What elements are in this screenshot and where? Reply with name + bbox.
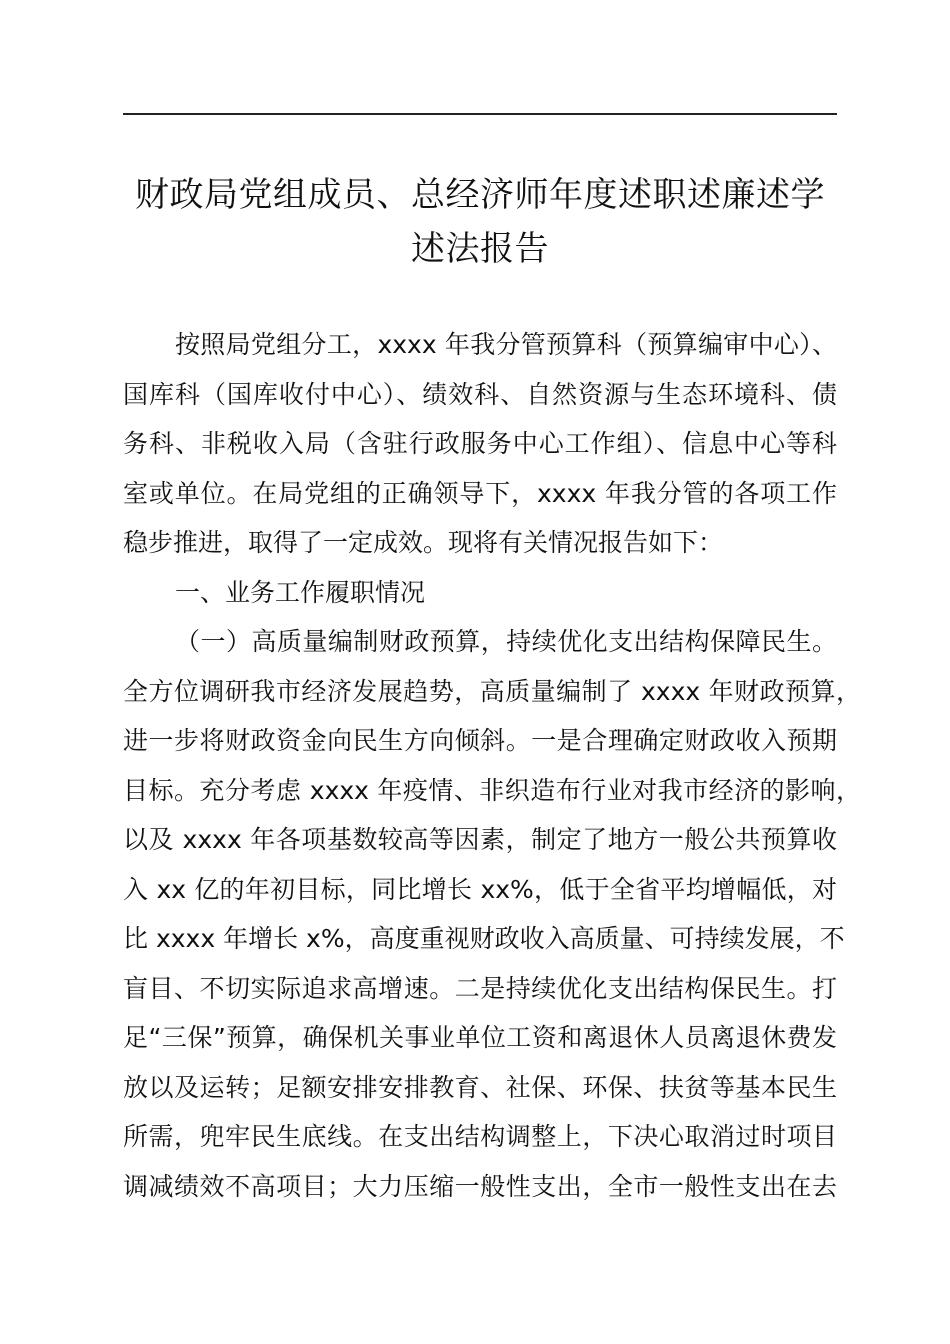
subsection-heading: （一）高质量编制财政预算，持续优化支出结构保障民生。 <box>175 627 837 656</box>
section-heading: 一、业务工作履职情况 <box>175 577 426 607</box>
body-line: 放以及运转；足额安排安排教育、社保、环保、扶贫等基本民生 <box>123 1072 837 1102</box>
document-title <box>110 168 850 276</box>
title-line-1: 财政局党组成员、总经济师年度述职述廉述学 <box>135 175 825 215</box>
body-line: 进一步将财政资金向民生方向倾斜。一是合理确定财政收入预期 <box>123 726 837 755</box>
body-line: 以及 xxxx 年各项基数较高等因素，制定了地方一般公共预算收 <box>123 825 837 854</box>
document-body <box>123 320 861 1211</box>
body-line: 足“三保”预算，确保机关事业单位工资和离退休人员离退休费发 <box>123 1023 837 1052</box>
body-line: 调减绩效不高项目；大力压缩一般性支出，全市一般性支出在去 <box>123 1171 837 1201</box>
body-line: 入 xx 亿的年初目标，同比增长 xx%，低于全省平均增幅低，对 <box>123 874 837 904</box>
body-line: 目标。充分考虑 xxxx 年疫情、非织造布行业对我市经济的影响， <box>123 775 861 805</box>
body-line: 务科、非税收入局（含驻行政服务中心工作组）、信息中心等科 <box>123 429 837 458</box>
body-line: 稳步推进，取得了一定成效。现将有关情况报告如下： <box>123 528 724 557</box>
body-line: 按照局党组分工，xxxx 年我分管预算科（预算编审中心）、 <box>175 330 837 359</box>
body-line: 所需，兜牢民生底线。在支出结构调整上，下决心取消过时项目 <box>123 1122 837 1151</box>
title-line-2: 述法报告 <box>411 229 549 269</box>
header-rule <box>123 113 837 115</box>
body-line: 盲目、不切实际追求高增速。二是持续优化支出结构保民生。打 <box>123 973 837 1003</box>
body-line: 比 xxxx 年增长 x%，高度重视财政收入高质量、可持续发展，不 <box>123 924 845 953</box>
body-line: 国库科（国库收付中心）、绩效科、自然资源与生态环境科、债 <box>123 379 837 409</box>
body-line: 全方位调研我市经济发展趋势，高质量编制了 xxxx 年财政预算， <box>123 676 861 706</box>
body-line: 室或单位。在局党组的正确领导下，xxxx 年我分管的各项工作 <box>123 478 837 508</box>
